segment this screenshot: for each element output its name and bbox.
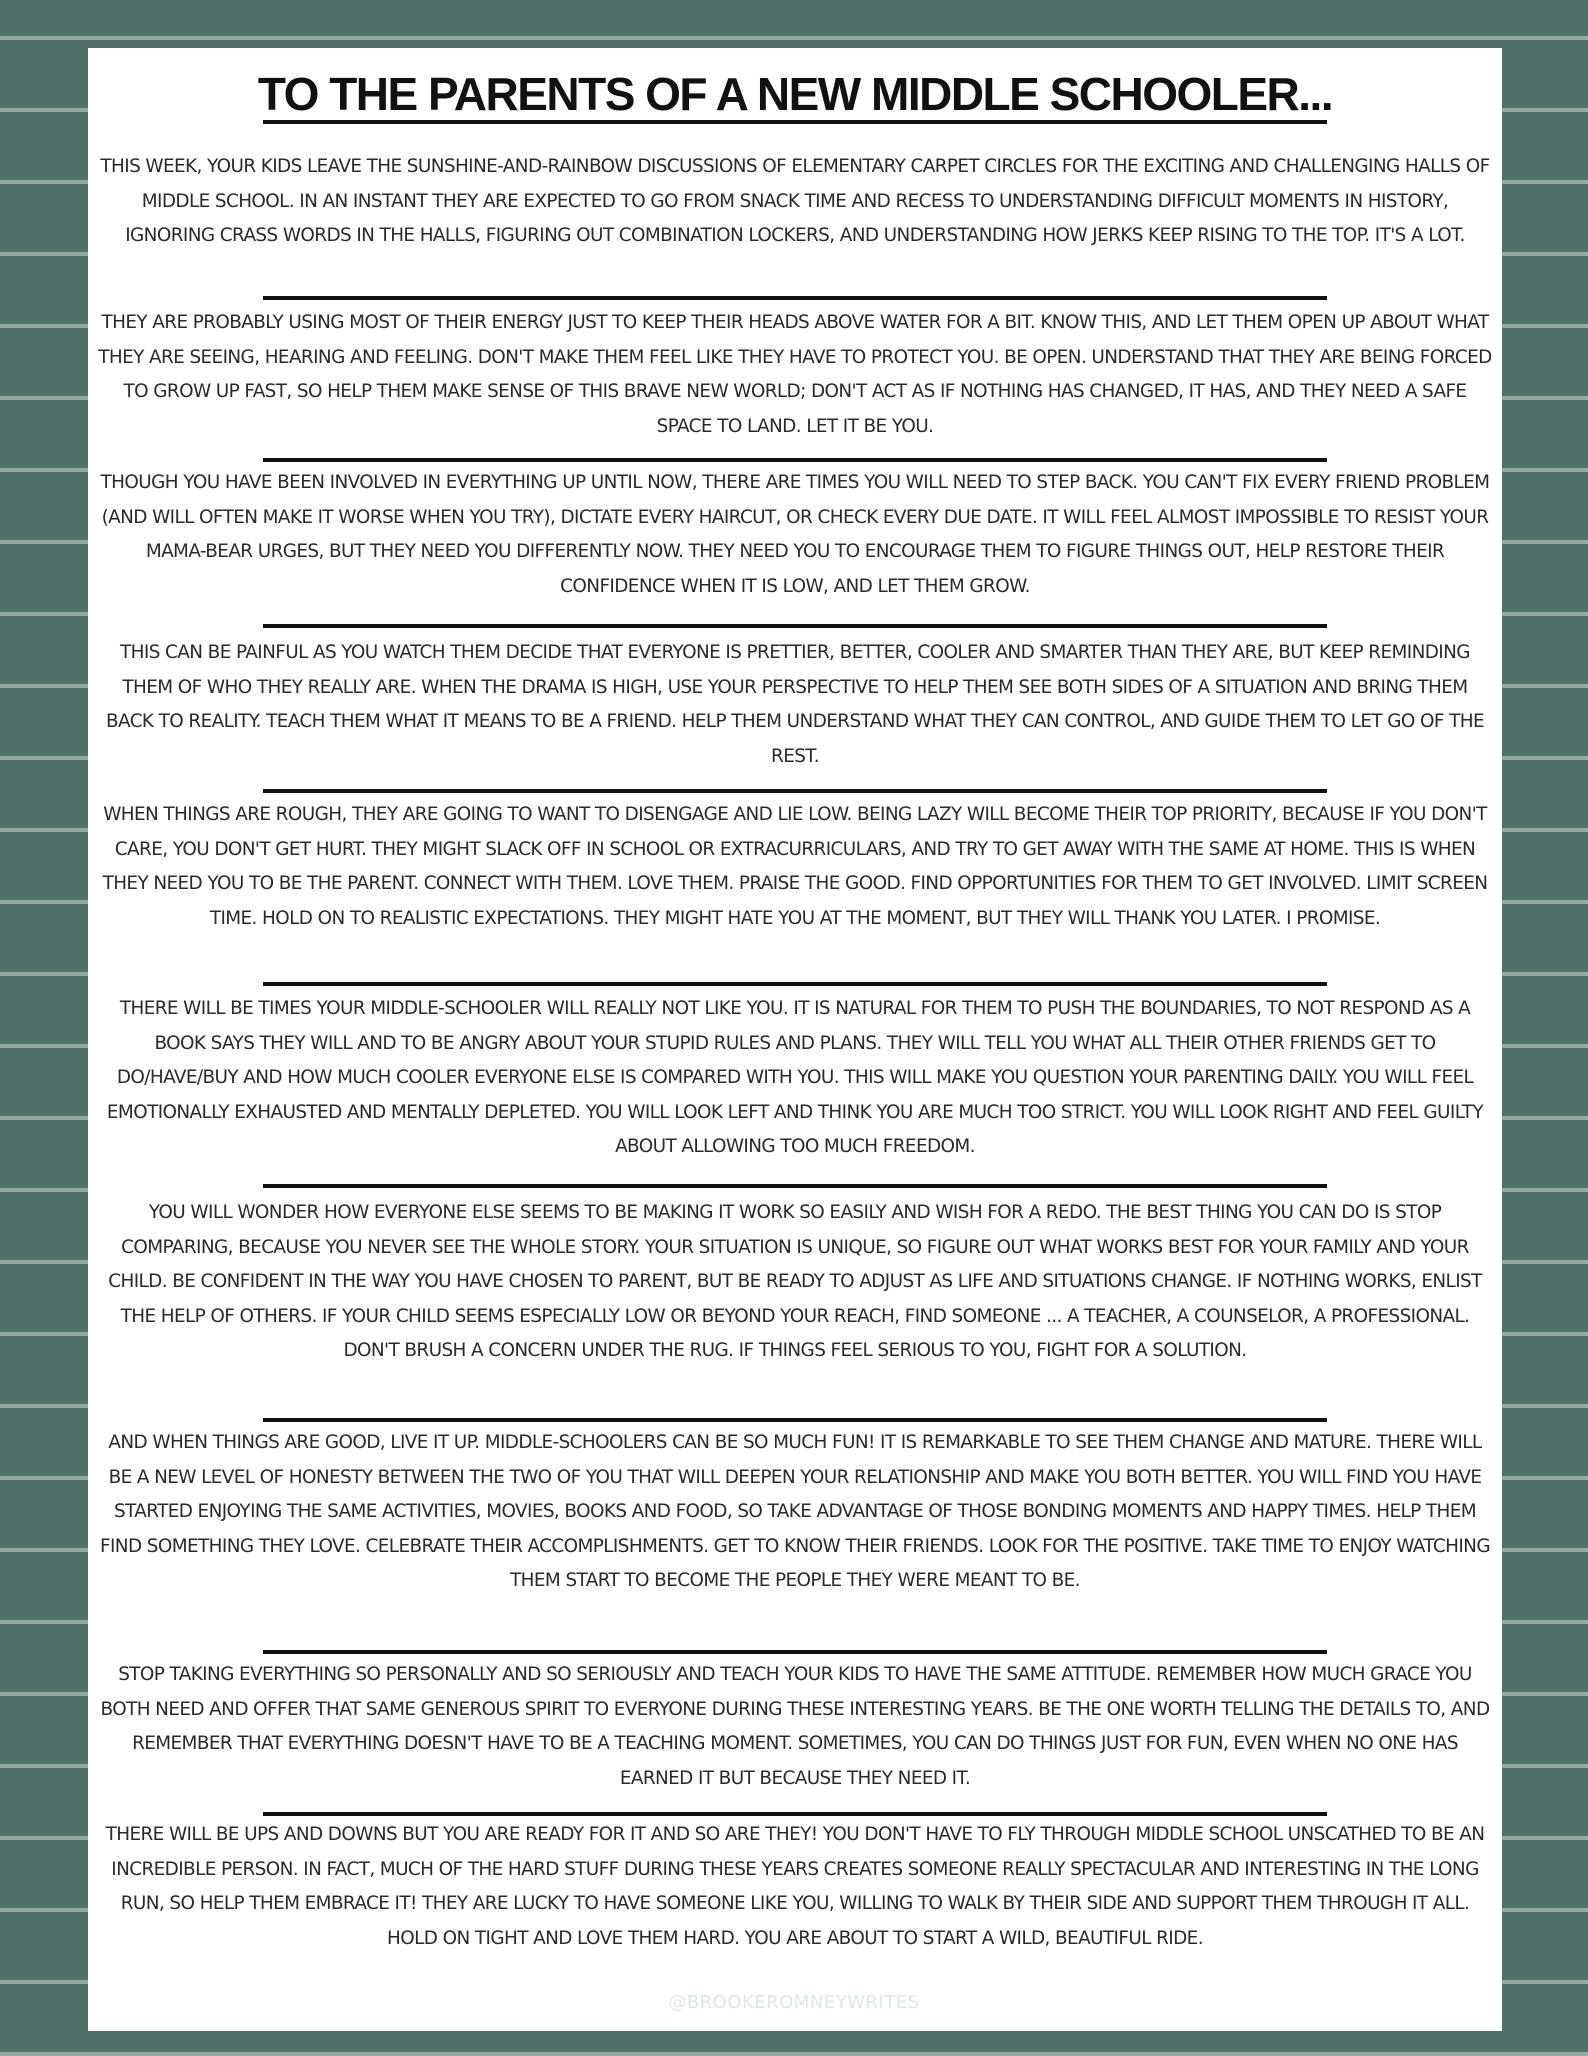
paragraph-2: THEY ARE PROBABLY USING MOST OF THEIR ENERGY JUST TO KEEP THEIR HEADS ABOVE WATER FOR A BIT. KNOW THIS, AND LET THEM OPEN UP ABOUT WHAT THEY ARE SEEING, HEARING AND FEELING. DON'T MAKE THEM FEEL LIKE THEY HAVE TO PROTECT YOU. BE OPEN. UNDERSTAND THAT THEY ARE BEING FORCED TO GROW UP FAST, SO HELP THEM MAKE SENSE OF THIS BRAVE NEW WORLD; DON'T ACT AS IF NOTHING HAS CHANGED, IT HAS, AND THEY NEED A SAFE SPACE TO LAND. LET IT BE YOU. [98,312,1492,437]
paragraph-6: THERE WILL BE TIMES YOUR MIDDLE-SCHOOLER WILL REALLY NOT LIKE YOU. IT IS NATURAL FOR THEM TO PUSH THE BOUNDARIES, TO NOT RESPOND AS A BOOK SAYS THEY WILL AND TO BE ANGRY ABOUT YOUR STUPID RULES AND PLANS. THEY WILL TELL YOU WHAT ALL THEIR OTHER FRIENDS GET TO DO/HAVE/BUY AND HOW MUCH COOLER EVERYONE ELSE IS COMPARED WITH YOU. THIS WILL MAKE YOU QUESTION YOUR PARENTING DAILY. YOU WILL FEEL EMOTIONALLY EXHAUSTED AND MENTALLY DEPLETED. YOU WILL LOOK LEFT AND THINK YOU ARE MUCH TOO STRICT. YOU WILL LOOK RIGHT AND FEEL GUILTY ABOUT ALLOWING TOO MUCH FREEDOM. [106,998,1484,1157]
divider-9 [263,1812,1327,1816]
divider-6 [263,1184,1327,1188]
divider-1 [263,296,1327,300]
divider-2 [263,458,1327,462]
divider-7 [263,1418,1327,1422]
divider-8 [263,1650,1327,1654]
paragraph-5: WHEN THINGS ARE ROUGH, THEY ARE GOING TO WANT TO DISENGAGE AND LIE LOW. BEING LAZY WILL BECOME THEIR TOP PRIORITY, BECAUSE IF YOU DON'T CARE, YOU DON'T GET HURT. THEY MIGHT SLACK OFF IN SCHOOL OR EXTRACURRICULARS, AND TRY TO GET AWAY WITH THE SAME AT HOME. THIS IS WHEN THEY NEED YOU TO BE THE PARENT. CONNECT WITH THEM. LOVE THEM. PRAISE THE GOOD. FIND OPPORTUNITIES FOR THEM TO GET INVOLVED. LIMIT SCREEN TIME. HOLD ON TO REALISTIC EXPECTATIONS. THEY MIGHT HATE YOU AT THE MOMENT, BUT THEY WILL THANK YOU LATER. I PROMISE. [102,804,1488,929]
page-title: TO THE PARENTS OF A NEW MIDDLE SCHOOLER... [257,68,1333,120]
paragraph-8: AND WHEN THINGS ARE GOOD, LIVE IT UP. MIDDLE-SCHOOLERS CAN BE SO MUCH FUN! IT IS REMARKABLE TO SEE THEM CHANGE AND MATURE. THERE WILL BE A NEW LEVEL OF HONESTY BETWEEN THE TWO OF YOU THAT WILL DEEPEN YOUR RELATIONSHIP AND MAKE YOU BOTH BETTER. YOU WILL FIND YOU HAVE STARTED ENJOYING THE SAME ACTIVITIES, MOVIES, BOOKS AND FOOD, SO TAKE ADVANTAGE OF THOSE BONDING MOMENTS AND HAPPY TIMES. HELP THEM FIND SOMETHING THEY LOVE. CELEBRATE THEIR ACCOMPLISHMENTS. GET TO KNOW THEIR FRIENDS. LOOK FOR THE POSITIVE. TAKE TIME TO ENJOY WATCHING THEM START TO BECOME THE PEOPLE THEY WERE MEANT TO BE. [100,1432,1490,1591]
paragraph-1: THIS WEEK, YOUR KIDS LEAVE THE SUNSHINE-AND-RAINBOW DISCUSSIONS OF ELEMENTARY CARPET CIRCLES FOR THE EXCITING AND CHALLENGING HALLS OF MIDDLE SCHOOL. IN AN INSTANT THEY ARE EXPECTED TO GO FROM SNACK TIME AND RECESS TO UNDERSTANDING DIFFICULT MOMENTS IN HISTORY, IGNORING CRASS WORDS IN THE HALLS, FIGURING OUT COMBINATION LOCKERS, AND UNDERSTANDING HOW JERKS KEEP RISING TO THE TOP. IT'S A LOT. [100,156,1490,246]
poster-card [88,48,1502,2031]
paragraph-3: THOUGH YOU HAVE BEEN INVOLVED IN EVERYTHING UP UNTIL NOW, THERE ARE TIMES YOU WILL NEED TO STEP BACK. YOU CAN'T FIX EVERY FRIEND PROBLEM (AND WILL OFTEN MAKE IT WORSE WHEN YOU TRY), DICTATE EVERY HAIRCUT, OR CHECK EVERY DUE DATE. IT WILL FEEL ALMOST IMPOSSIBLE TO RESIST YOUR MAMA-BEAR URGES, BUT THEY NEED YOU DIFFERENTLY NOW. THEY NEED YOU TO ENCOURAGE THEM TO FIGURE THINGS OUT, HELP RESTORE THEIR CONFIDENCE WHEN IT IS LOW, AND LET THEM GROW. [100,472,1490,597]
divider-3 [263,624,1327,628]
paragraph-7: YOU WILL WONDER HOW EVERYONE ELSE SEEMS TO BE MAKING IT WORK SO EASILY AND WISH FOR A REDO. THE BEST THING YOU CAN DO IS STOP COMPARING, BECAUSE YOU NEVER SEE THE WHOLE STORY. YOUR SITUATION IS UNIQUE, SO FIGURE OUT WHAT WORKS BEST FOR YOUR FAMILY AND YOUR CHILD. BE CONFIDENT IN THE WAY YOU HAVE CHOSEN TO PARENT, BUT BE READY TO ADJUST AS LIFE AND SITUATIONS CHANGE. IF NOTHING WORKS, ENLIST THE HELP OF OTHERS. IF YOUR CHILD SEEMS ESPECIALLY LOW OR BEYOND YOUR REACH, FIND SOMEONE ... A TEACHER, A COUNSELOR, A PROFESSIONAL. DON'T BRUSH A CONCERN UNDER THE RUG. IF THINGS FEEL SERIOUS TO YOU, FIGHT FOR A SOLUTION. [108,1202,1482,1361]
paragraph-10: THERE WILL BE UPS AND DOWNS BUT YOU ARE READY FOR IT AND SO ARE THEY! YOU DON'T HAVE TO FLY THROUGH MIDDLE SCHOOL UNSCATHED TO BE AN INCREDIBLE PERSON. IN FACT, MUCH OF THE HARD STUFF DURING THESE YEARS CREATES SOMEONE REALLY SPECTACULAR AND INTERESTING IN THE LONG RUN, SO HELP THEM EMBRACE IT! THEY ARE LUCKY TO HAVE SOMEONE LIKE YOU, WILLING TO WALK BY THEIR SIDE AND SUPPORT THEM THROUGH IT ALL. HOLD ON TIGHT AND LOVE THEM HARD. YOU ARE ABOUT TO START A WILD, BEAUTIFUL RIDE. [105,1824,1485,1949]
paragraph-4: THIS CAN BE PAINFUL AS YOU WATCH THEM DECIDE THAT EVERYONE IS PRETTIER, BETTER, COOLER AND SMARTER THAN THEY ARE, BUT KEEP REMINDING THEM OF WHO THEY REALLY ARE. WHEN THE DRAMA IS HIGH, USE YOUR PERSPECTIVE TO HELP THEM SEE BOTH SIDES OF A SITUATION AND BRING THEM BACK TO REALITY. TEACH THEM WHAT IT MEANS TO BE A FRIEND. HELP THEM UNDERSTAND WHAT THEY CAN CONTROL, AND GUIDE THEM TO LET GO OF THE REST. [106,642,1484,767]
paragraph-9: STOP TAKING EVERYTHING SO PERSONALLY AND SO SERIOUSLY AND TEACH YOUR KIDS TO HAVE THE SAME ATTITUDE. REMEMBER HOW MUCH GRACE YOU BOTH NEED AND OFFER THAT SAME GENEROUS SPIRIT TO EVERYONE DURING THESE INTERESTING YEARS. BE THE ONE WORTH TELLING THE DETAILS TO, AND REMEMBER THAT EVERYTHING DOESN'T HAVE TO BE A TEACHING MOMENT. SOMETIMES, YOU CAN DO THINGS JUST FOR FUN, EVEN WHEN NO ONE HAS EARNED IT BUT BECAUSE THEY NEED IT. [100,1664,1490,1789]
divider-4 [263,789,1327,793]
title-divider [263,120,1327,124]
divider-5 [263,982,1327,986]
author-handle: @BROOKEROMNEYWRITES [668,1992,920,2013]
